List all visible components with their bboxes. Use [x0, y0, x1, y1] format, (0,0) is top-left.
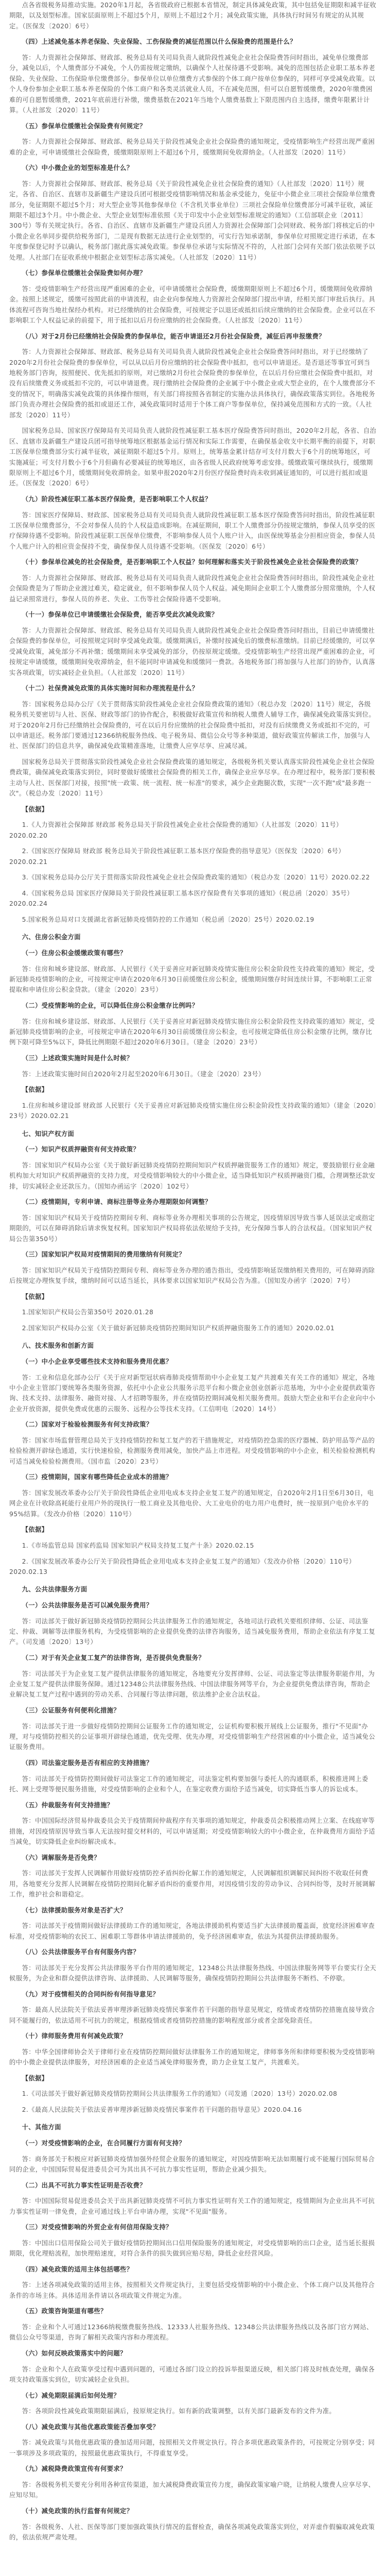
question-heading: （一）中小企业享受哪些技术支持和服务费用优惠？ — [22, 1358, 172, 1365]
question-heading: （四）司法鉴定服务是否有相应的支持措施？ — [22, 1759, 153, 1767]
question-heading: （十）律师服务费用有何减免政策？ — [22, 2032, 127, 2040]
citation-item: 2.《国家发展改革委办公厅关于阶段性降低企业用电成本支持企业复工复产的通知》（发改办价格〔2020〕110号）2020.02.13 — [9, 1557, 356, 1575]
question-heading: （八）对于2月份已经缴纳社会保险费的参保单位，能否申请退还2月份社会保险费，减征后再申报缴费？ — [22, 332, 325, 340]
citation-item: 1.《司法部关于做好新冠肺炎疫情防控期间公共法律服务工作的通知》（司发通〔2020〕13号）2020.02.08 — [22, 2090, 338, 2098]
paragraph: 答：司法部关于进一步做好疫情防控期间公证服务工作的通知规定，公证机构要积极开展线上公证服务，推行"不见面"办理，对与疫情防控相关的公证事项开辟绿色通道，优先受理、优先办理，对受疫情影响生产经营困难的中小微企业，适当减免公证服务费用。 — [9, 1722, 376, 1751]
paragraph: 答：中国国际经济贸易仲裁委员会关于疫情期间仲裁程序有关事项的通知规定，仲裁委员会积极推动网上立案、在线庭审等措施，对因疫情原因导致当事人无法按时提交材料的，可以申请延期；对受疫情影响较大的中小微企业，在仲裁费用方面给予适当减免，切实降低企业纠纷解决成本。 — [9, 1817, 376, 1845]
paragraph: 国家税务总局、国家医疗保障局有关司局负责人就阶段性减征职工基本医疗保险费答问时指出，2020年2月起，各省、自治区、直辖市及新疆生产建设兵团可指导统筹地区根据基金运行情况和实际工作需要，在确保基金收支中长期平衡的前提下，对职工医保单位缴费部分实行减半征收，减征期限不超过5个月。原则上，统筹基金累计结存可支付月数大于6个月的统筹地区，可实施减征；可支付月数小于6个月但确有必要减征的统筹地区，由各省级人民政府统筹考虑安排。缓缴政策可继续执行，缓缴期限原则上不超过6个月，缓缴期间免收滞纳金。如果申报2020年2月份医疗保险费时尚未收到减征通知的，可以进行抵扣或退还。（医保发〔2020〕6号） — [9, 427, 377, 487]
question-heading: （七）参保单位缓缴社会保险费如何办理？ — [22, 269, 146, 277]
question-heading: （三）国家知识产权局对疫情期间的费用缴纳有何规定？ — [22, 1251, 186, 1259]
question-heading: （九）对于疫情相关的合同纠纷有何指导意见？ — [22, 1990, 160, 1998]
paragraph: 点各省级税务局推动实施。2020年1月起，各省级政府已根据本省情况，制定具体减免政策，其中包括免征期限和减半征收期限，以及划型标准。国家层面原则上不超过5个月，原则上不超过2个月；减免政策实施，具体执行时间另有规定的从其规定。（医保发〔2020〕6号） — [9, 2, 377, 30]
paragraph: 答：司法部关于疫情防控期间做好司法鉴定工作的通知规定，司法鉴定机构要加强与委托人的沟通联系，积极推进网上委托、网上受理等便民服务措施，对受疫情影响的企业和个人，在鉴定收费方面给予适当减免，切实降低当事人的诉讼成本。 — [9, 1775, 369, 1793]
question-heading: （二）对于有关企业复工复产的法律咨询，是否提供免费服务？ — [22, 1654, 205, 1662]
question-heading: （二）出具不可抗力事实性证明是否收费？ — [22, 2181, 146, 2189]
section-heading: 十、其他方面 — [22, 2124, 61, 2131]
paragraph: 答：住房和城乡建设部、财政部、人民银行《关于妥善应对新冠肺炎疫情实施住房公积金阶段性支持政策的通知》规定，受新冠肺炎疫情影响的企业，可按规定申请在2020年6月30日前缓缴住房公积金，也可按规定降低住房公积金缴存比例，缴存比例下限可降至5%以下，降低比例期限不超过2020年6月30日。（建金〔2020〕23号） — [9, 1018, 375, 1046]
paragraph: 答：国家知识产权局关于疫情防控期间专利、商标等业务办理的通告指出，受疫情影响延误缴纳相关费用的，可在障碍消除后按规定办理恢复手续，缴纳时间可以适当延长，具体要求以国家知识产权局公告为准。（国知发办函字〔2020〕7号） — [9, 1266, 375, 1285]
paragraph: 答：国家市场监督管理总局关于支持疫情防控和复工复产的若干措施规定，对疫情防控急需的医疗器械、防护用品等产品的检验检测开辟绿色通道，实行快速检验，检测服务费用减免，加快产品上市进程。对受疫情影响的中小企业，相关检验检测机构可适当减免检验检测费用。（国市监〔2020〕23号） — [9, 1436, 376, 1465]
section-heading: 八、技术服务和创新方面 — [22, 1342, 94, 1350]
question-heading: （三）公证服务有何便利化措施？ — [22, 1706, 120, 1714]
basis-heading: 【依据】 — [22, 1526, 48, 1534]
question-heading: （九）阶段性减征职工基本医疗保险费，是否影响职工个人权益？ — [22, 495, 212, 503]
question-heading: （一）公共法律服务是否可以减免服务费用？ — [22, 1601, 153, 1609]
paragraph: 答：中国出口信用保险公司关于做好疫情防控期间出口信用保险服务的通知规定，对受疫情影响的出口企业，适当延长报损期限，优化理赔流程，加快理赔速度，对符合条件的损失做到应赔尽赔，降低企业经营风险。 — [9, 2239, 375, 2258]
basis-heading: 【依据】 — [22, 1293, 48, 1300]
paragraph: 答：商务部关于积极应对新冠肺炎疫情加强外经贸企业服务的通知规定，对因疫情影响无法如期履行或不能履行国际贸易合同的企业，中国国际贸易促进委员会可为其出具不可抗力事实性证明，帮助企业减少损失。 — [9, 2155, 375, 2174]
basis-heading: 【依据】 — [22, 1086, 48, 1094]
citation-item: 4.《国家税务总局 国家医疗保障局关于阶段性减征职工基本医疗保险费有关事项的通知》（税总函〔2020〕35号）2020.02.24 — [9, 889, 354, 908]
question-heading: （三）疫情期间，国家有哪些降低企业成本的措施？ — [22, 1473, 172, 1481]
question-heading: （一）知识产权质押融资有何支持政策？ — [22, 1146, 140, 1154]
question-heading: （五）政策咨询渠道有哪些？ — [22, 2308, 107, 2315]
question-heading: （七）法律援助服务对象是否扩大？ — [22, 1906, 127, 1914]
paragraph: 答：国家发展改革委办公厅关于阶段性降低企业用电成本支持企业复工复产的通知规定，自2020年2月1日至6月30日，电网企业在计收除高耗能行业用户外的现执行一般工商业及其他电价、大工业电价的电力用户电费时，统一按原到户电价水平的95%结算。（发改办价格〔2020〕110号） — [9, 1489, 374, 1518]
paragraph: 答：上述各项减免政策的适用主体，按照相关文件规定执行，主要包括受疫情影响的中小微企业、个体工商户以及其他符合条件的市场主体。具体适用条件请以各项政策文件规定为准。 — [9, 2281, 375, 2299]
question-heading: （十）减免政策的执行监督有何规定？ — [22, 2507, 133, 2515]
paragraph: 答：最高人民法院关于依法妥善审理涉新冠肺炎疫情民事案件若干问题的指导意见规定，疫情或者疫情防控措施直接导致合同不能履行的，依法适用不可抗力的规定，根据疫情或者疫情防控措施的影响程度部分或者全部免除责任。 — [9, 2006, 375, 2024]
citation-item: 2.国家知识产权局办公室《关于做好新冠肺炎疫情防控期间知识产权质押融资服务工作的通知》2020.02.01 — [22, 1324, 335, 1332]
basis-heading: 【依据】 — [22, 2074, 48, 2082]
document-body — [9, 0, 377, 2543]
question-heading: （二）受疫情影响的企业，可以降低住房公积金缴存比例吗？ — [22, 1002, 199, 1009]
paragraph: 答：司法部关于发挥人民调解作用做好疫情防控矛盾纠纷化解工作的通知规定，人民调解组织调解民间纠纷不收取任何费用，各地要充分发挥人民调解在疫情防控期间化解矛盾纠纷的重要作用，对因疫情引发的劳动争议、合同纠纷等，及时开展调解工作，维护社会和谐稳定。 — [9, 1870, 376, 1898]
citation-item: 5.国家税务总局对口支援湖北省新冠肺炎疫情防控的工作通知（税总函〔2020〕25号）2020.02.19 — [22, 916, 314, 923]
paragraph: 答：受疫情影响生产经营出现严重困难的企业，可申请缓缴社会保险费，缓缴期限原则上不超过6个月，缓缴期间免收滞纳金。按照上述规定，缓缴可按照此前的申请流程，由企业向参保地人力资源社会保障部门提出申请，经相关部门审批后执行。具体流程可咨询当地社保经办机构。对已经缴纳的社会保险费，可按规定予以退还或抵扣后续应缴纳的社会保险费。企业可以在不影响职工个人权益记录的前提下，用于抵扣以后月份应缴纳的社会保险费。（人社部发〔2020〕11号） — [9, 285, 376, 325]
paragraph: 答：人力资源社会保障部、财政部、税务总局有关司局负责人就阶段性减免企业社会保险费答问时指出，阶段性减免企业社会保险费是为了帮助企业渡过难关，稳定就业，但不影响参保人员个人权益。减免期间企业职工个人缴费部分照常缴纳，个人权益记录照常进行，参保人员的养老、失业、工伤等社会保险待遇不受影响。 — [9, 574, 376, 603]
question-heading: （八）减免政策与其他优惠政策能否叠加享受？ — [22, 2423, 160, 2431]
question-heading: （五）参保单位缓缴社会保险费有何规定？ — [22, 122, 146, 130]
basis-heading: 【依据】 — [22, 805, 48, 813]
citation-item: 2.《最高人民法院关于依法妥善审理涉新冠肺炎疫情民事案件若干问题的指导意见》2020.04.16 — [22, 2106, 302, 2114]
question-heading: （八）公共法律服务平台有何服务内容？ — [22, 1948, 140, 1956]
paragraph: 答：企业和个人可通过12366纳税缴费服务热线、12333人社服务热线、12348公共法律服务热线以及各部门官方网站、微信公众号等渠道，咨询了解相关政策内容和办理流程。 — [9, 2324, 373, 2342]
question-heading: （四）上述减免基本养老保险、失业保险、工伤保险费的减征范围以什么保险费的范围是什么？ — [22, 38, 296, 46]
question-heading: （六）中小微企业的划型标准是什么？ — [22, 164, 133, 172]
question-heading: （一）住房公积金缓缴政策有哪些？ — [22, 949, 127, 957]
question-heading: （三）对受疫情影响的外贸企业有何信用保险支持？ — [22, 2224, 172, 2231]
citation-item: 1.国家知识产权局公告第350号 2020.01.28 — [22, 1309, 154, 1316]
paragraph: 答：人力资源社会保障部、财政部、税务总局有关司局负责人就阶段性减免企业社会保险费答问时指出，对于已经缴纳了2020年2月份社会保险费的参保单位，可以从以后月份应缴纳的社会保险费中抵扣，也可以申请退还。是否退还等事宜可到当地税务部门咨询，按照便民、优先抵扣的原则，对已缴纳2月份社会保险费的参保单位，在以后月份应缴社会保险费中抵扣，对没有后续缴费义务或抵扣不完的，可以申请退费。现行缴纳社会保险费的企业属于中小微企业或大型企业的，在个人缴费部分不变的情况下，明确落实减免政策的具体操作细则，有关部门将按照各省制定的实施办法具体执行，确保政策落实到位。各地税务部门负责办理社会保险费的抵扣或退还工作，减免政策同时适用于个体工商户等参保单位，保持减免范围和方式的一致。（人社部发〔2020〕11号） — [9, 348, 376, 419]
paragraph: 答：人力资源社会保障部、财政部、税务总局《关于阶段性减免企业社会保险费的通知》（人社部发〔2020〕11号）规定，各省、自治区、直辖市及新疆生产建设兵团可根据受疫情影响情况和基金承受能力，免征中小微企业三项社会保险单位缴费部分，免征期限不超过5个月；对大型企业等其他参保单位（不含机关事业单位）三项社会保险单位缴费部分可减半征收，减征期限不超过3个月。中小微企业、大型企业划型标准依照《关于印发中小企业划型标准规定的通知》（工信部联企业〔2011〕300号）等有关规定执行。各省、自治区、直辖市及新疆生产建设兵团人力资源社会保障部门会同财政、税务部门将核定后的中小微企业名单同步提供给税务部门，二是现有数据无法进行企业划型的，可实行告知承诺制，参保单位对照规定进行承诺，在本年度参保登记时予以确认，税务部门据此落实减免政策。参保单位承诺与实际情况不符的，人社部门会同有关部门依法依规予以处理。人社部门在征收系统中根据企业划型标志落实减免。（人社部发〔2020〕11号） — [9, 180, 376, 261]
paragraph: 答：司法部关于为企业复工复产提供法律服务的通知规定，各地要充分发挥律师、公证、司法鉴定等法律服务职能作用，为企业复工复产提供法律服务保障。通过12348公共法律服务热线、中国法律服务网等平台，为企业提供免费法律咨询，帮助企业解决复工复产过程中遇到的劳动关系、合同履行等法律问题，依法维护企业合法权益。 — [9, 1670, 375, 1699]
paragraph: 答：国家知识产权局办公室《关于做好新冠肺炎疫情防控期间知识产权质押融资服务工作的通知》规定，要鼓励银行业金融机构加大对知识产权质押融资的支持力度，对受疫情影响较大的中小微企业，适当降低知识产权质押融资门槛，合理调整还款安排，切实减轻企业还款压力。（国知办函运字〔2020〕102号） — [9, 1161, 376, 1190]
paragraph: 答：企业和个人在政策享受过程中遇到问题的，可通过各部门设立的投诉举报渠道反映，相关部门将及时核查处理，确保各项支持政策落实到位，切实减轻企业负担。 — [9, 2365, 375, 2384]
paragraph: 答：住房和城乡建设部、财政部、人民银行《关于妥善应对新冠肺炎疫情实施住房公积金阶段性支持政策的通知》规定，受新冠肺炎疫情影响的企业，可按规定申请在2020年6月30日前缓缴住房公积金，缓缴期间缴存时间连续计算，不影响职工正常提取和申请住房公积金贷款。（建金〔2020〕23号） — [9, 965, 375, 994]
paragraph: 答：司法部关于充分发挥公共法律服务平台作用的通知规定，12348公共法律服务热线、中国法律服务网等平台要实行全天候服务，为企业和群众提供法律咨询、法律援助、人民调解等服务，确保疫情防控期间公共法律服务不断档、不停歇。 — [9, 1964, 377, 1982]
question-heading: （十）参保单位减免的社会保险费，是否影响职工个人权益？如何理解和落实关于阶段性减免企业社会保险费的政策？ — [22, 558, 362, 566]
paragraph: 国家税务总局关于贯彻落实阶段性减免企业社会保险费政策的通知规定，各级税务机关要认真落实阶段性减免企业社会保险费政策，确保减免政策落实到位，同时要做好缓缴社会保险费的相关工作，确保企业应享尽享。在办理过程中，税务部门要积极主动与人社、医保部门对接，按照"统一政策、统一流程、统一标准"的要求，减少企业跑腿次数，实现"一次不跑"或"最多跑一次"。（税总办发〔2020〕11号） — [9, 758, 376, 798]
paragraph: 答：减免政策与其他优惠政策的叠加适用问题，按照相关文件规定执行。符合多项优惠政策条件的，可按规定分别享受；同一事项涉及多项政策的，按照最优惠政策执行，不得重复享受。 — [9, 2439, 375, 2457]
paragraph: 答：人力资源社会保障部、财政部、税务总局有关司局负责人就阶段性减免企业社会保险费答问时指出，减免单位缴费部分，减免以后，个人缴费部分不减免，个人仍需按规定缴纳，以确保个人社保待遇不受影响。减免的范围包括企业职工基本养老保险、失业保险、工伤保险单位缴费部分。参保单位以单位缴费方式参保的个体工商户按单位参保的，同样可享受减免政策。以个人身份参加企业职工基本养老保险的个体工商户和各类灵活就业人员，不在减免范围，但可以自愿暂缓缴费，2020年缴费困难的可自愿暂缓缴费，2021年底前进行补缴，缴费基数在2021年当地个人缴费基数上下限范围内自主选择，缴费年限累计计算。（人社部发〔2020〕11号） — [9, 54, 376, 114]
paragraph: 答：司法部关于做好新冠肺炎疫情防控期间公共法律服务工作的通知规定，各地司法行政机关要组织律师、公证、司法鉴定、仲裁、调解等法律服务机构，为受疫情影响的企业提供免费的法律咨询服务，适当减免服务费用，帮助企业依法有序复工复产。（司发通〔2020〕13号） — [9, 1617, 376, 1646]
paragraph: 答：各级税务、人社、医保等部门要加强政策执行情况的监督检查，确保各项减免政策落实到位，对弄虚作假骗取减免政策的，依法依规严肃处理。 — [9, 2523, 375, 2541]
question-heading: （七）减免期限届满后如何处理？ — [22, 2392, 120, 2399]
paragraph: 答：上述政策实施时间自2020年2月起至2020年6月30日。（建金〔2020〕23号） — [22, 1070, 265, 1078]
paragraph: 答：人力资源社会保障部、财政部、税务总局有关司局负责人就阶段性减免企业社会保险费答问时指出，目前已申请缓缴社会保险费的参保单位，可按照规定同时享受减免政策。缓缴期满后，补缴时按减免后的缴费标准缴纳。目前已经缓缴的，可以享受减免政策，减免部分不再补缴；缓缴期间未享受减免的部分，仍按原规定缓缴。受疫情影响生产经营出现严重困难的企业，可按规定申请缓缴，缓缴期间免收滞纳金，但不能同时申请减免和缓缴同一费款。各地税务部门将加强与人社部门的协作，认真落实各项政策，切实减轻企业负担。（人社部发〔2020〕11号） — [9, 626, 376, 676]
paragraph: 答：工业和信息化部办公厅《关于应对新型冠状病毒肺炎疫情帮助中小企业复工复产共渡难关有关工作的通知》规定，各地中小企业主管部门要统筹各类服务资源，依托中小企业公共服务示范平台和小微企业创业创新示范基地，为中小企业提供政策咨询、技术支持、法律服务、融资对接、人才招聘等服务，并在疫情防控期间减免相关服务费用。鼓励大型企业和平台企业向中小企业开放资源，提供免费或优惠的云服务、远程办公等技术支持。（工信明电〔2020〕14号） — [9, 1374, 376, 1413]
paragraph: 答：司法部关于疫情期间做好法律援助工作的通知规定，各地法律援助机构要适当扩大法律援助覆盖面，放宽经济困难审查标准，对受疫情影响的农民工、困难职工等群体申请法律援助的，免予经济困难审查，依法为其提供法律援助服务。 — [9, 1922, 375, 1940]
paragraph: 答：各级税务机关要充分利用各种宣传渠道，加大减税降费政策宣传力度，确保政策家喻户晓，让纳税人缴费人应享尽享、应知尽知。 — [9, 2481, 375, 2499]
citation-item: 1.住房和城乡建设部 财政部 人民银行《关于妥善应对新冠肺炎疫情实施住房公积金阶段性支持政策的通知》（建金〔2020〕23号）2020.02.21 — [9, 1101, 377, 1120]
question-heading: （二）疫情期间，专利申请、商标注册等业务办理期限如何调整？ — [22, 1198, 212, 1206]
paragraph: 答：中国国际贸易促进委员会关于出具新冠肺炎疫情不可抗力事实性证明有关工作的通知规定，疫情期间为企业出具不可抗力事实性证明一律免费，企业可通过线上平台申请办理，实现"不见面"服务。 — [9, 2197, 375, 2215]
section-heading: 七、知识产权方面 — [22, 1130, 75, 1138]
question-heading: （五）仲裁服务有何支持措施？ — [22, 1801, 114, 1809]
section-heading: 九、公共法律服务方面 — [22, 1586, 87, 1594]
paragraph: 答：中华全国律师协会关于律师行业在疫情防控期间做好法律服务工作的通知规定，律师事务所和律师要积极为受疫情影响的中小微企业提供法律服务，对经济困难的企业适当减免律师服务费，助力企业复工复产，共渡难关。 — [9, 2048, 375, 2066]
question-heading: （九）减税降费政策宣传有何要求？ — [22, 2465, 127, 2473]
section-heading: 六、住房公积金方面 — [22, 934, 81, 941]
question-heading: （十一）参保单位已申请缓缴社会保险费，能否享受此次减免政策？ — [22, 611, 218, 619]
question-heading: （二）国家对于检验检测服务有何支持政策？ — [22, 1421, 153, 1429]
question-heading: （四）减免政策的适用主体包括哪些？ — [22, 2265, 133, 2273]
question-heading: （六）如何反映政策落实中的问题？ — [22, 2350, 127, 2358]
question-heading: （三）上述政策实施时间是什么时候？ — [22, 1054, 133, 1062]
citation-item: 2.《国家医疗保障局 财政部 税务总局关于阶段性减征职工基本医疗保险费的指导意见》（医保发〔2020〕6号）2020.02.21 — [9, 848, 345, 866]
paragraph: 答：国家医疗保障局、财政部、国家税务总局有关司局负责人就阶段性减征职工基本医疗保险费答问时指出，阶段性减征职工医保单位缴费部分，不会对参保人员的个人权益造成影响。在减征期间，职工个人缴费部分仍按规定缴纳，参保人员享受的医疗保障待遇不受影响。阶段性减征职工医保单位缴费，不影响参保人员个人账户计入，由医保统筹基金分担相应资金，参保人员个人账户计入的相应资金保持不变，确保参保人员待遇不受影响。（医保发〔2020〕6号） — [9, 511, 376, 550]
citation-item: 1.《市场监管总局 国家药监局 国家知识产权局支持复工复产十条》2020.02.15 — [22, 1541, 254, 1549]
paragraph: 答：国家知识产权局关于疫情防控期间专利、商标等业务办理相关事项的公告规定，因疫情原因导致当事人延误法定或指定期限的，可以在障碍消除后请求恢复权利。国家知识产权局将依法依规给予支持，充分保障当事人的合法权益。（国家知识产权局公告第350号） — [9, 1214, 375, 1243]
paragraph: 答：国家税务总局办公厅《关于贯彻落实阶段性减免企业社会保险费政策的通知》（税总办发〔2020〕11号）规定，各级税务机关要密切与人社、医保、财政等部门的协作配合，积极做好政策宣传和纳税人缴费人辅导工作，确保减免政策落实到位。对于2020年2月份已经缴纳社会保险费的，可在以后月份应缴纳的社会保险费中抵扣，对没有后续缴费义务或抵扣不完的，可以申请退还。税务部门要通过12366纳税服务热线、电子税务局、微信公众号等多种渠道，做好政策宣传解读工作，加强与人社、医保部门的信息共享，确保减免政策精准落地，让缴费人应享尽享、应减尽减。 — [9, 700, 376, 750]
citation-item: 3.《国家税务总局办公厅关于贯彻落实阶段性减免企业社会保险费政策的通知》（税总办发〔2020〕11号）2020.02.22 — [22, 874, 370, 882]
question-heading: （六）调解服务是否免费？ — [22, 1854, 100, 1861]
paragraph: 答：各项阶段性减免政策期限届满后，按原规定执行。如有新的政策调整，以有关部门最新发布的文件为准。 — [22, 2408, 336, 2415]
paragraph: 答：人力资源社会保障部、财政部、税务总局关于阶段性减免企业社会保险费的通知规定，受疫情影响生产经营出现严重困难的企业，可申请缓缴社会保险费，缓缴期限原则上不超过6个月，缓缴期间免收滞纳金。（人社部发〔2020〕11号） — [9, 138, 375, 156]
question-heading: （一）对受疫情影响的企业，在合同履行方面有何支持？ — [22, 2140, 186, 2147]
citation-item: 1.《人力资源社会保障部 财政部 税务总局关于阶段性减免企业社会保险费的通知》（人社部发〔2020〕11号）2020.02.20 — [9, 821, 343, 839]
question-heading: （十二）社保费减免政策的具体实施时间和办理流程是什么？ — [22, 685, 199, 692]
